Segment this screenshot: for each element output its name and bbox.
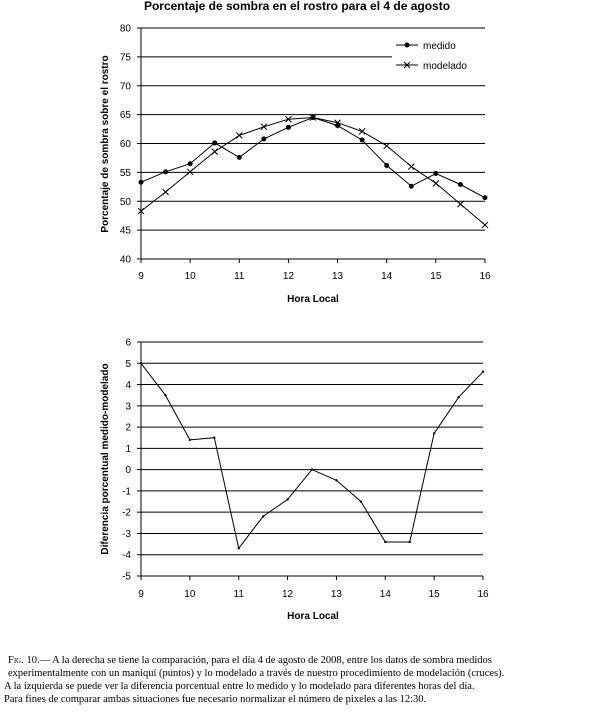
x-tick-label: 10 <box>184 589 196 600</box>
y-tick-label: 80 <box>119 23 131 35</box>
point-diferencia-14 <box>482 371 484 373</box>
y-tick-label: 0 <box>125 465 131 477</box>
point-diferencia-2 <box>189 439 191 441</box>
point-modelado-5 <box>261 124 267 130</box>
y-tick-label: 40 <box>119 254 131 266</box>
x-axis-label: Hora Local <box>287 611 339 622</box>
difference-chart <box>100 338 489 623</box>
x-tick-label: 15 <box>428 589 440 600</box>
x-tick-label: 10 <box>184 271 196 282</box>
x-tick-label: 11 <box>234 271 245 282</box>
y-tick-label: -5 <box>122 571 131 583</box>
shadow-percentage-chart <box>100 0 491 305</box>
y-tick-label: 3 <box>125 401 131 413</box>
y-tick-label: 5 <box>125 358 131 370</box>
figure-caption <box>4 654 603 706</box>
point-medido-0 <box>139 180 144 185</box>
y-tick-label: -1 <box>122 486 131 498</box>
y-tick-label: 70 <box>119 81 131 93</box>
legend-modelado-label: modelado <box>423 61 467 72</box>
x-tick-label: 14 <box>379 589 391 600</box>
y-tick-label: -4 <box>122 550 131 562</box>
x-tick-label: 12 <box>282 271 294 282</box>
point-medido-9 <box>360 138 365 143</box>
point-modelado-1 <box>163 189 169 195</box>
caption-line-3: A la izquierda se puede ver la diferencia porcentual entre lo medido y lo modelado para diferentes horas del día. <box>4 681 475 692</box>
point-diferencia-11 <box>409 541 411 543</box>
point-diferencia-9 <box>360 500 362 502</box>
x-tick-label: 15 <box>430 271 442 282</box>
y-axis-label: Diferencia porcentual medido-modelado <box>100 363 111 555</box>
point-medido-5 <box>261 136 266 141</box>
caption-fig-label: Fig. 10. <box>8 655 40 666</box>
y-tick-label: 60 <box>119 139 131 150</box>
point-diferencia-7 <box>311 468 313 470</box>
point-medido-10 <box>384 163 389 168</box>
point-diferencia-3 <box>213 437 215 439</box>
point-diferencia-6 <box>286 498 288 500</box>
y-tick-label: 45 <box>119 225 131 237</box>
point-medido-4 <box>237 155 242 160</box>
y-axis-label: Porcentaje de sombra sobre el rostro <box>100 55 111 233</box>
point-medido-11 <box>409 184 414 189</box>
point-diferencia-5 <box>262 515 264 517</box>
y-tick-label: 55 <box>119 167 131 179</box>
point-modelado-12 <box>433 180 439 186</box>
point-medido-3 <box>212 140 217 145</box>
point-modelado-2 <box>187 169 193 175</box>
point-medido-2 <box>188 161 193 166</box>
y-tick-label: 6 <box>125 337 131 349</box>
point-medido-1 <box>163 169 168 174</box>
point-diferencia-10 <box>384 541 386 543</box>
point-modelado-14 <box>482 222 488 228</box>
y-tick-label: 50 <box>119 196 131 208</box>
x-tick-label: 11 <box>233 589 244 600</box>
point-modelado-9 <box>359 128 365 134</box>
point-diferencia-13 <box>457 396 459 398</box>
chart-title: Porcentaje de sombra en el rostro para el 4 de agosto <box>143 0 451 13</box>
point-modelado-4 <box>236 132 242 138</box>
point-modelado-3 <box>212 149 218 155</box>
x-tick-label: 9 <box>138 271 144 282</box>
y-tick-label: 1 <box>125 443 131 455</box>
legend <box>392 36 488 72</box>
point-diferencia-4 <box>238 547 240 549</box>
legend-medido-marker <box>405 43 410 48</box>
caption-line-2: experimentalmente con un maniquí (puntos) y lo modelado a través de nuestro procedimiento de modelación (cruces). <box>8 668 505 679</box>
caption-line-4: Para fines de comparar ambas situaciones fue necesario normalizar el número de pixeles a las 12:30. <box>4 694 427 705</box>
x-tick-label: 13 <box>330 589 342 600</box>
x-tick-label: 16 <box>479 271 491 282</box>
x-tick-label: 12 <box>282 589 294 600</box>
y-tick-label: -2 <box>122 507 131 519</box>
series-line-diferencia <box>141 363 483 548</box>
point-diferencia-8 <box>335 479 337 481</box>
point-medido-13 <box>458 182 463 187</box>
x-tick-label: 14 <box>381 271 393 282</box>
point-diferencia-0 <box>140 362 142 364</box>
caption-line-1: Fig. 10.— A la derecha se tiene la comparación, para el día 4 de agosto de 2008, entre los datos de sombra medidos <box>8 655 492 666</box>
y-tick-label: 2 <box>125 422 131 434</box>
x-tick-label: 16 <box>477 589 489 600</box>
x-tick-label: 9 <box>138 589 144 600</box>
x-tick-label: 13 <box>332 271 344 282</box>
point-medido-6 <box>286 125 291 130</box>
series-line-modelado <box>141 118 485 225</box>
point-modelado-11 <box>408 164 414 170</box>
point-diferencia-12 <box>433 432 435 434</box>
y-tick-label: 4 <box>125 380 131 392</box>
legend-medido-label: medido <box>423 41 456 52</box>
y-tick-label: -3 <box>122 528 131 540</box>
point-modelado-13 <box>457 201 463 207</box>
point-medido-14 <box>483 195 488 200</box>
y-tick-label: 75 <box>119 52 131 64</box>
x-axis-label: Hora Local <box>287 294 339 305</box>
point-diferencia-1 <box>164 394 166 396</box>
point-medido-12 <box>433 171 438 176</box>
y-tick-label: 65 <box>119 110 131 122</box>
